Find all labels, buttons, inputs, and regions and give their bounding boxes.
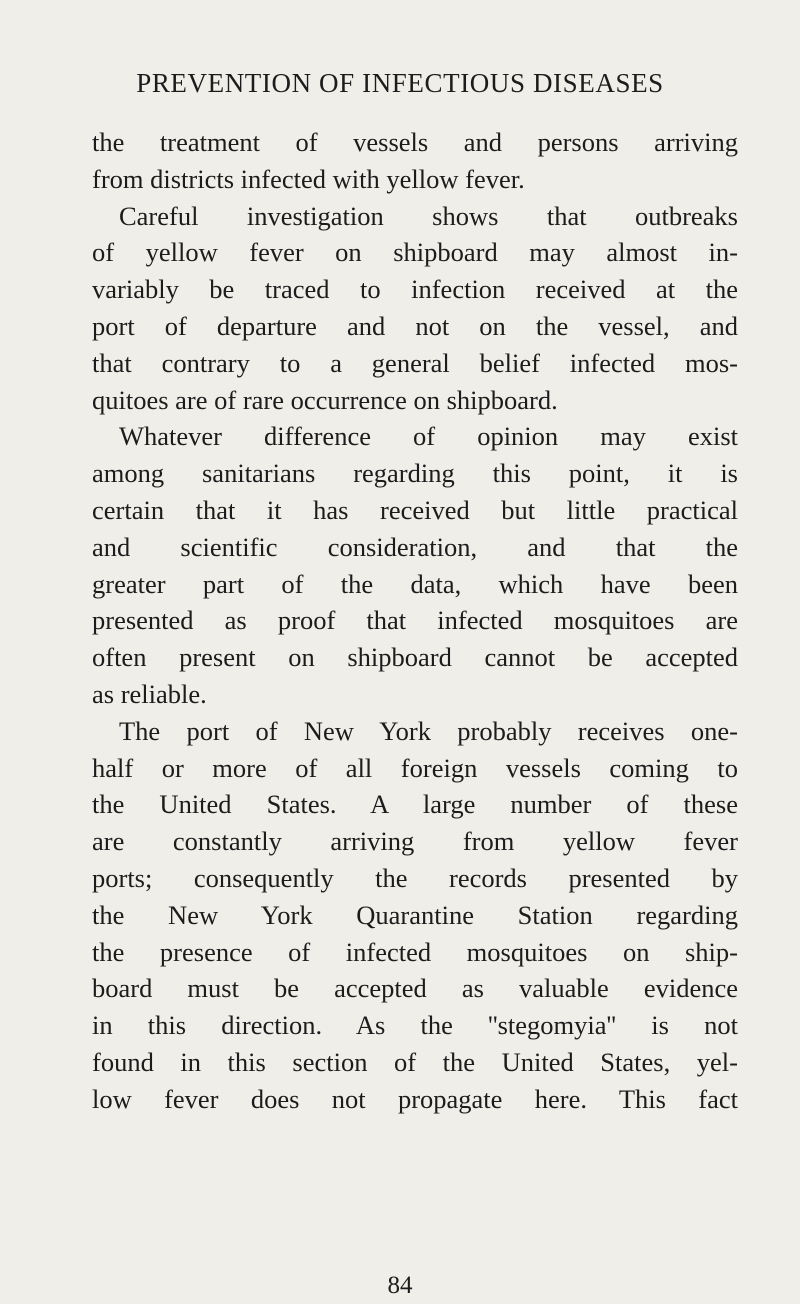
text-line: from districts infected with yellow fever. [92,163,525,194]
text-line: quitoes are of rare occurrence on shipboard. [92,384,558,415]
text-line: certain that it has received but little practical [92,494,738,525]
page-number: 84 [387,1272,413,1299]
text-line: among sanitarians regarding this point, it is [92,458,738,489]
text-line: found in this section of the United States, yel- [92,1046,738,1077]
running-head: PREVENTION OF INFECTIOUS DISEASES [136,68,664,98]
text-line: and scientific consideration, and that the [92,531,738,562]
text-line: variably be traced to infection received at the [92,274,738,305]
paragraph-start-line: The port of New York probably receives one- [119,715,738,746]
text-line: that contrary to a general belief infected mos- [92,347,738,378]
text-line: board must be accepted as valuable evidence [92,973,738,1004]
text-line: as reliable. [92,678,207,709]
text-line: low fever does not propagate here. This fact [92,1083,738,1114]
paragraph-start-line: Whatever difference of opinion may exist [119,421,738,452]
text-line: port of departure and not on the vessel, and [92,310,738,341]
body-text [92,124,738,1118]
text-line: the presence of infected mosquitoes on ship- [92,936,738,967]
paragraph-start-line: Careful investigation shows that outbreaks [119,200,738,231]
text-line: the New York Quarantine Station regarding [92,899,738,930]
text-line: greater part of the data, which have been [92,568,738,599]
text-line: the treatment of vessels and persons arriving [92,127,738,157]
text-line: of yellow fever on shipboard may almost in- [92,237,738,268]
text-line: often present on shipboard cannot be accepted [92,642,738,673]
text-line: ports; consequently the records presented by [92,862,738,893]
text-line: presented as proof that infected mosquitoes are [92,605,738,636]
text-line: in this direction. As the ''stegomyia'' is not [92,1010,738,1041]
text-line: are constantly arriving from yellow fever [92,826,738,857]
text-line: half or more of all foreign vessels coming to [92,752,738,783]
text-line: the United States. A large number of these [92,789,738,820]
